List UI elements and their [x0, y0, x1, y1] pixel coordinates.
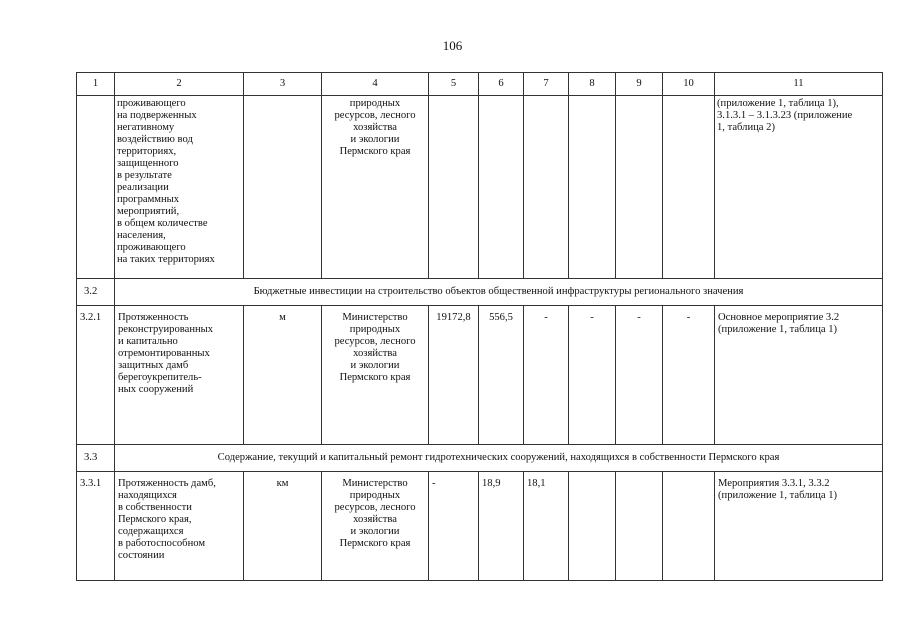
cell-line: отремонтированных [118, 348, 210, 359]
section-title: Содержание, текущий и капитальный ремонт гидротехнических сооружений, находящихся в собственности Пермского края [115, 445, 883, 472]
cell-line: Пермского края [339, 146, 411, 157]
activity-reference [715, 472, 883, 581]
value-col6 [479, 96, 524, 279]
cell-line: Министерство [342, 312, 408, 323]
indicator-name [115, 96, 244, 279]
unit [244, 96, 322, 279]
unit: км [244, 472, 322, 581]
cell-line: и экологии [350, 134, 400, 145]
value-col10 [663, 472, 715, 581]
row-number [77, 96, 115, 279]
cell-line: в результате [117, 170, 172, 181]
cell-line: ресурсов, лесного [334, 110, 416, 121]
value-col8 [569, 96, 616, 279]
cell-line: хозяйства [353, 122, 397, 133]
table-row [77, 472, 883, 581]
header-cell-2: 2 [115, 73, 244, 96]
header-cell-5: 5 [429, 73, 479, 96]
cell-line: (приложение 1, таблица 1) [718, 490, 838, 501]
header-cell-1: 1 [77, 73, 115, 96]
table-row [77, 96, 883, 279]
cell-line: Пермского края [339, 372, 411, 383]
cell-line: реализации [117, 182, 169, 193]
value-col10: - [663, 306, 715, 445]
cell-line: защищенного [117, 158, 179, 169]
cell-line: в общем количестве [117, 218, 208, 229]
indicators-table [76, 72, 883, 581]
cell-line: ресурсов, лесного [334, 336, 416, 347]
indicator-name [115, 306, 244, 445]
cell-line: 3.1.3.1 – 3.1.3.23 (приложение [717, 110, 853, 121]
section-title: Бюджетные инвестиции на строительство объектов общественной инфраструктуры регионального значения [115, 279, 883, 306]
row-number: 3.3.1 [77, 472, 115, 581]
value-col9 [616, 472, 663, 581]
indicator-name [115, 472, 244, 581]
cell-line: природных [349, 490, 401, 501]
header-cell-8: 8 [569, 73, 616, 96]
value-col10 [663, 96, 715, 279]
value-col9: - [616, 306, 663, 445]
header-cell-7: 7 [524, 73, 569, 96]
cell-line: программных [117, 194, 180, 205]
cell-line: на таких территориях [117, 254, 215, 265]
cell-line: и капитально [118, 336, 178, 347]
cell-line: находящихся [118, 490, 177, 501]
cell-line: Мероприятия 3.3.1, 3.3.2 [718, 478, 830, 489]
header-cell-9: 9 [616, 73, 663, 96]
cell-line: на подверженных [117, 110, 197, 121]
cell-line: реконструированных [118, 324, 214, 335]
cell-line: ресурсов, лесного [334, 502, 416, 513]
cell-line: (приложение 1, таблица 1) [718, 324, 838, 335]
responsible [322, 472, 429, 581]
cell-line: воздействию вод [117, 134, 193, 145]
cell-line: хозяйства [353, 348, 397, 359]
section-row [77, 279, 883, 306]
cell-line: природных [349, 98, 401, 109]
activity-reference [715, 306, 883, 445]
value-col9 [616, 96, 663, 279]
cell-line: территориях, [117, 146, 177, 157]
cell-line: Пермского края [339, 538, 411, 549]
cell-line: населения, [117, 230, 166, 241]
header-cell-3: 3 [244, 73, 322, 96]
cell-line: и экологии [350, 360, 400, 371]
responsible [322, 96, 429, 279]
value-col7: - [524, 306, 569, 445]
table-row [77, 306, 883, 445]
activity-reference [715, 96, 883, 279]
responsible [322, 306, 429, 445]
cell-line: мероприятий, [117, 206, 180, 217]
value-col7 [524, 96, 569, 279]
cell-line: ных сооружений [118, 384, 194, 395]
value-col7: 18,1 [524, 472, 569, 581]
cell-line: Министерство [342, 478, 408, 489]
cell-line: Протяженность [118, 312, 189, 323]
cell-line: берегоукрепитель- [118, 372, 202, 383]
value-col8 [569, 472, 616, 581]
value-col5: - [429, 472, 479, 581]
value-col6: 556,5 [479, 306, 524, 445]
unit: м [244, 306, 322, 445]
cell-line: Пермского края, [118, 514, 192, 525]
header-cell-6: 6 [479, 73, 524, 96]
section-row [77, 445, 883, 472]
cell-line: хозяйства [353, 514, 397, 525]
cell-line: негативному [117, 122, 175, 133]
value-col6: 18,9 [479, 472, 524, 581]
cell-line: Протяженность дамб, [118, 478, 216, 489]
cell-line: 1, таблица 2) [717, 122, 775, 133]
header-cell-4: 4 [322, 73, 429, 96]
cell-line: защитных дамб [118, 360, 189, 371]
cell-line: (приложение 1, таблица 1), [717, 98, 839, 109]
cell-line: содержащихся [118, 526, 184, 537]
cell-line: проживающего [117, 242, 186, 253]
cell-line: Основное мероприятие 3.2 [718, 312, 840, 323]
page-number: 106 [442, 38, 463, 53]
section-number: 3.3 [77, 445, 115, 472]
cell-line: состоянии [118, 550, 165, 561]
header-row [77, 73, 883, 96]
value-col5 [429, 96, 479, 279]
cell-line: и экологии [350, 526, 400, 537]
header-cell-11: 11 [715, 73, 883, 96]
cell-line: в работоспособном [118, 538, 206, 549]
cell-line: проживающего [117, 98, 186, 109]
value-col5: 19172,8 [429, 306, 479, 445]
row-number: 3.2.1 [77, 306, 115, 445]
cell-line: природных [349, 324, 401, 335]
cell-line: в собственности [118, 502, 192, 513]
section-number: 3.2 [77, 279, 115, 306]
header-cell-10: 10 [663, 73, 715, 96]
value-col8: - [569, 306, 616, 445]
